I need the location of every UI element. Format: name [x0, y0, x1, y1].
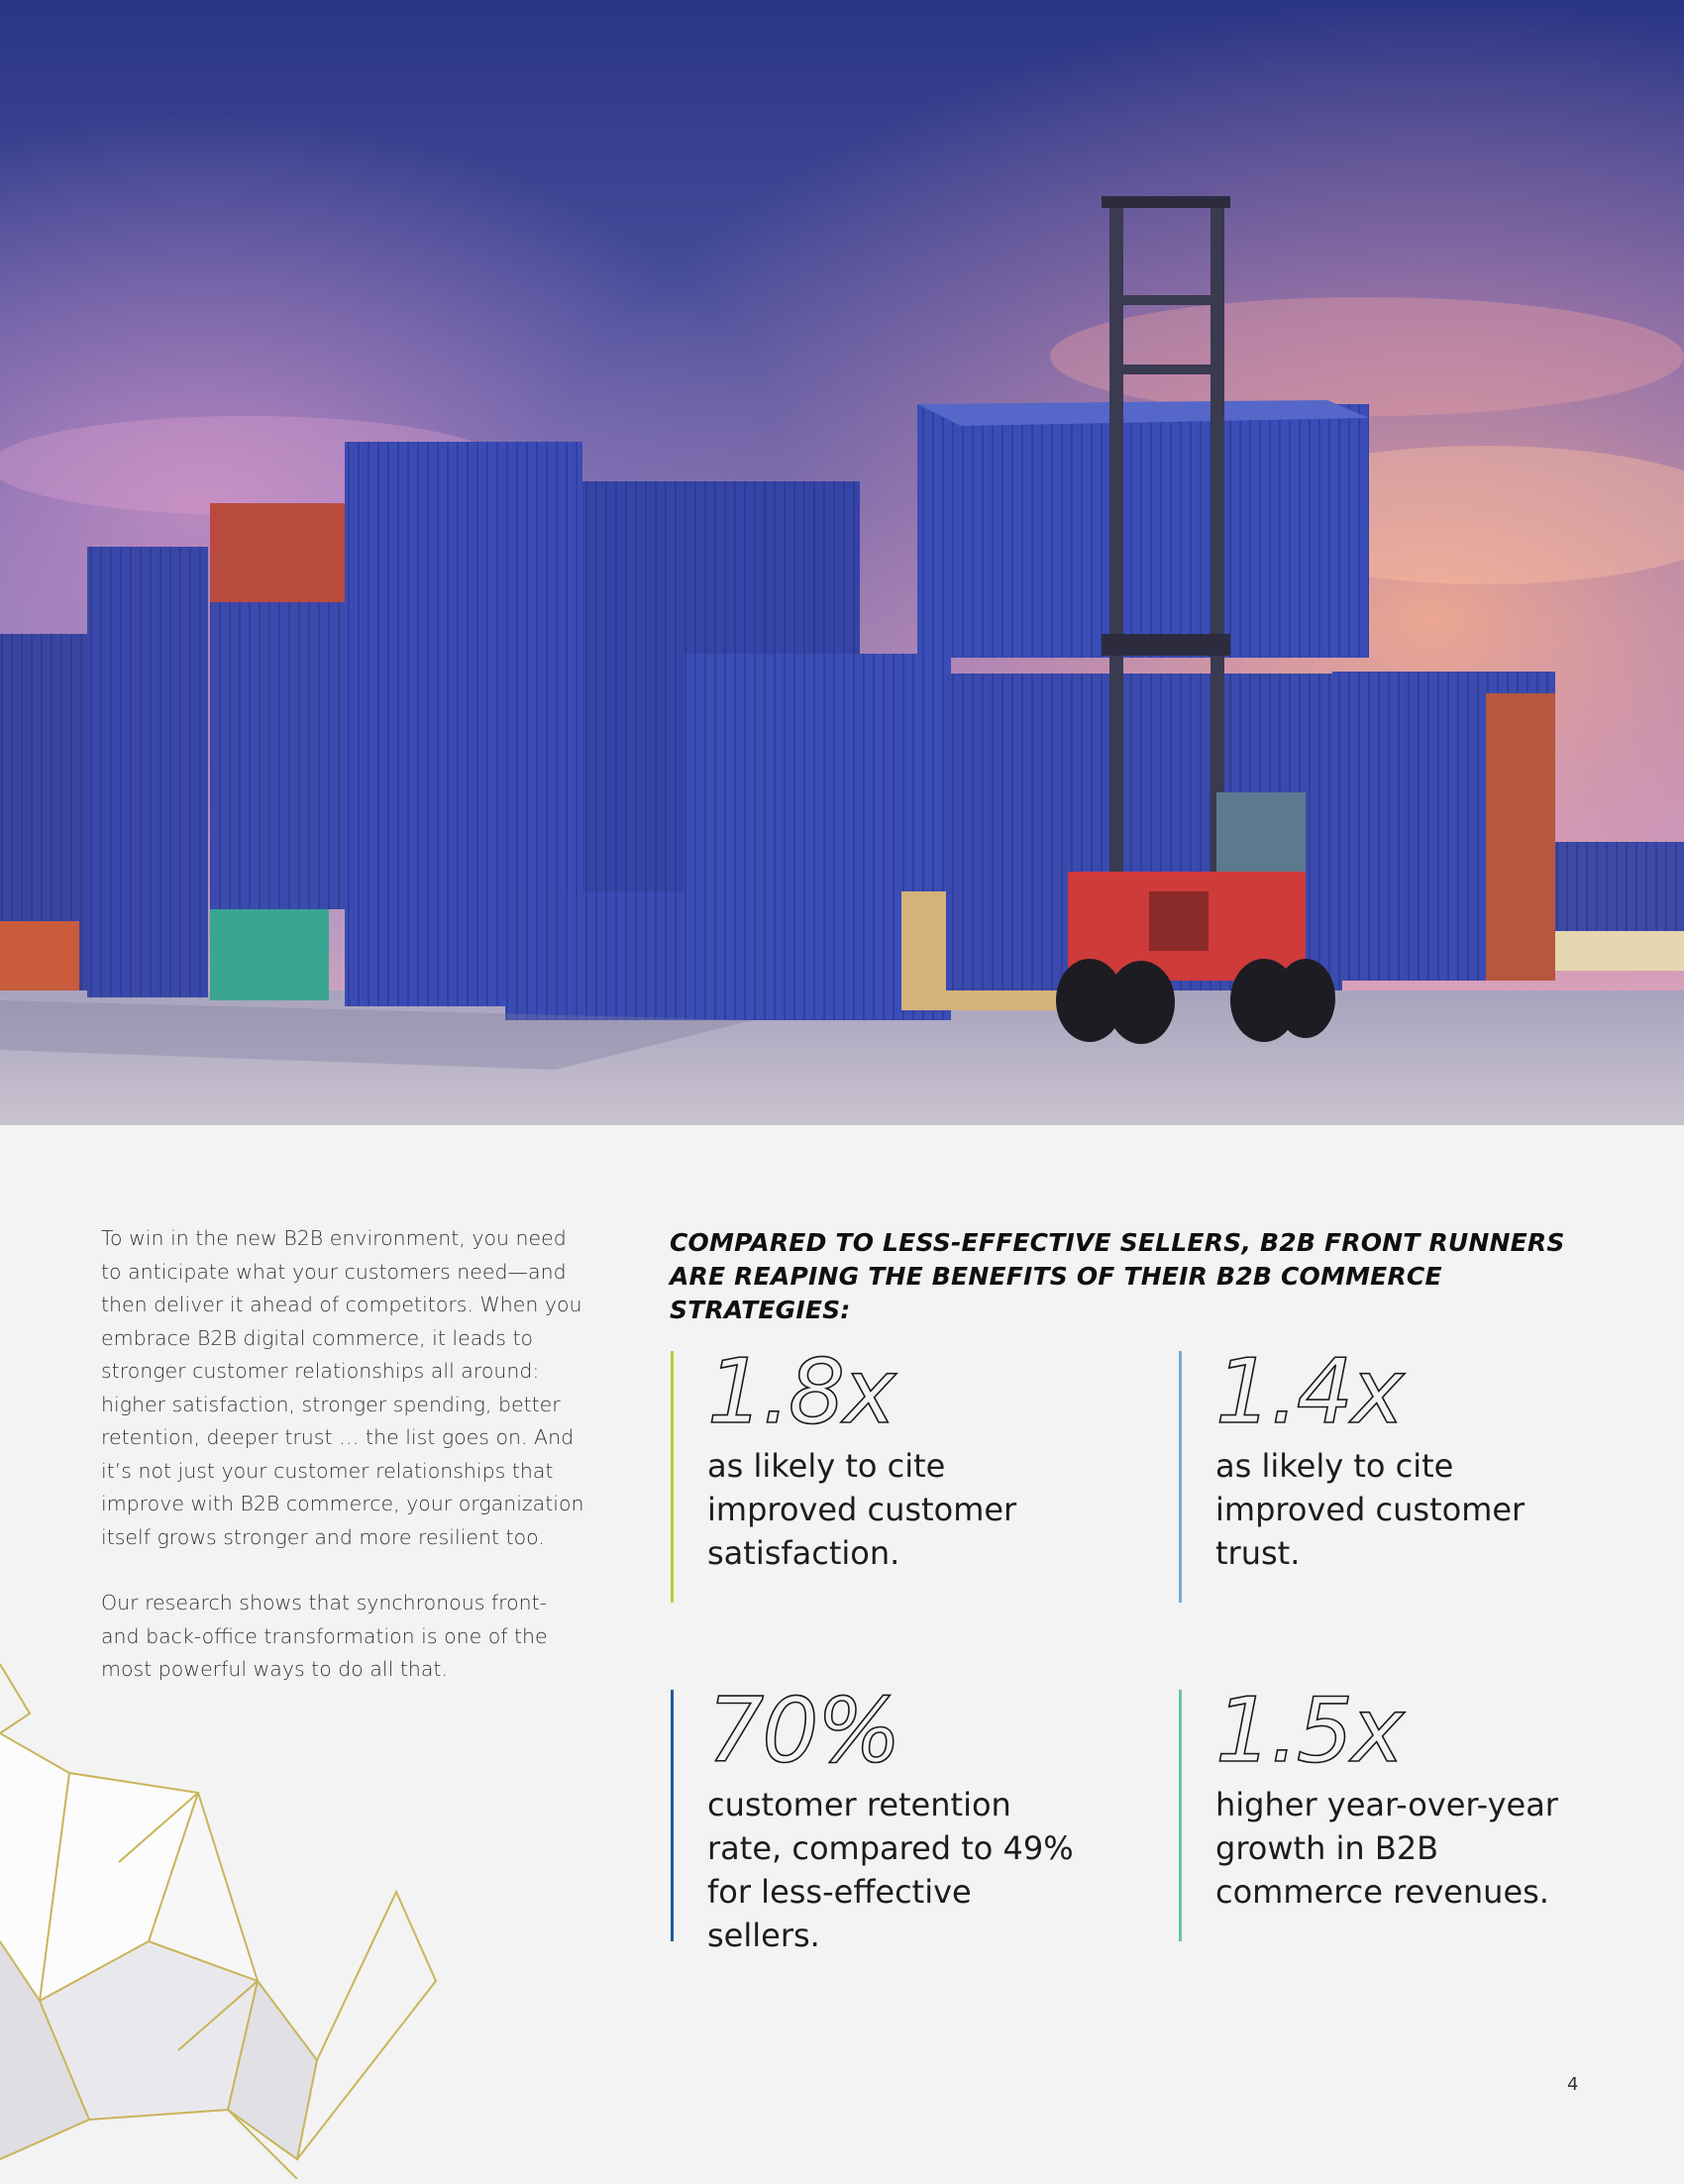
stat-growth — [1179, 1679, 1631, 1941]
page-number: 4 — [1567, 2074, 1579, 2095]
stat-description: as likely to cite improved customer satisfaction. — [707, 1447, 1017, 1572]
stat-value: 70% — [707, 1679, 900, 1783]
stat-description: higher year-over-year growth in B2B commerce revenues. — [1215, 1786, 1558, 1911]
stat-value: 1.5x — [1215, 1679, 1403, 1783]
stat-value: 1.8x — [707, 1340, 895, 1444]
intro-paragraph-1: To win in the new B2B environment, you need to anticipate what your customers need—and then deliver it ahead of competitors. When you embrace B2B digital commerce, it leads to stronger customer relationships all around: higher satisfaction, stronger spending, better retention, deeper trust … the list goes on. And it’s not just your customer relationships that improve with B2B commerce, your organization itself grows stronger and more resilient too. — [101, 1226, 584, 1549]
stats-heading: COMPARED TO LESS-EFFECTIVE SELLERS, B2B FRONT RUNNERS ARE REAPING THE BENEFITS OF THEIR B2B COMMERCE STRATEGIES: — [670, 1228, 1565, 1324]
intro-paragraph-2: Our research shows that synchronous front- and back-office transformation is one of the most powerful ways to do all that. — [101, 1591, 548, 1681]
stat-description: customer retention rate, compared to 49% for less-effective sellers. — [707, 1786, 1074, 1954]
crystal-decoration — [0, 1644, 456, 2184]
stat-description: as likely to cite improved customer trust. — [1215, 1447, 1526, 1572]
stat-trust — [1179, 1340, 1631, 1603]
stat-value: 1.4x — [1215, 1340, 1403, 1444]
stat-retention — [671, 1679, 1123, 1954]
stat-satisfaction — [671, 1340, 1123, 1603]
